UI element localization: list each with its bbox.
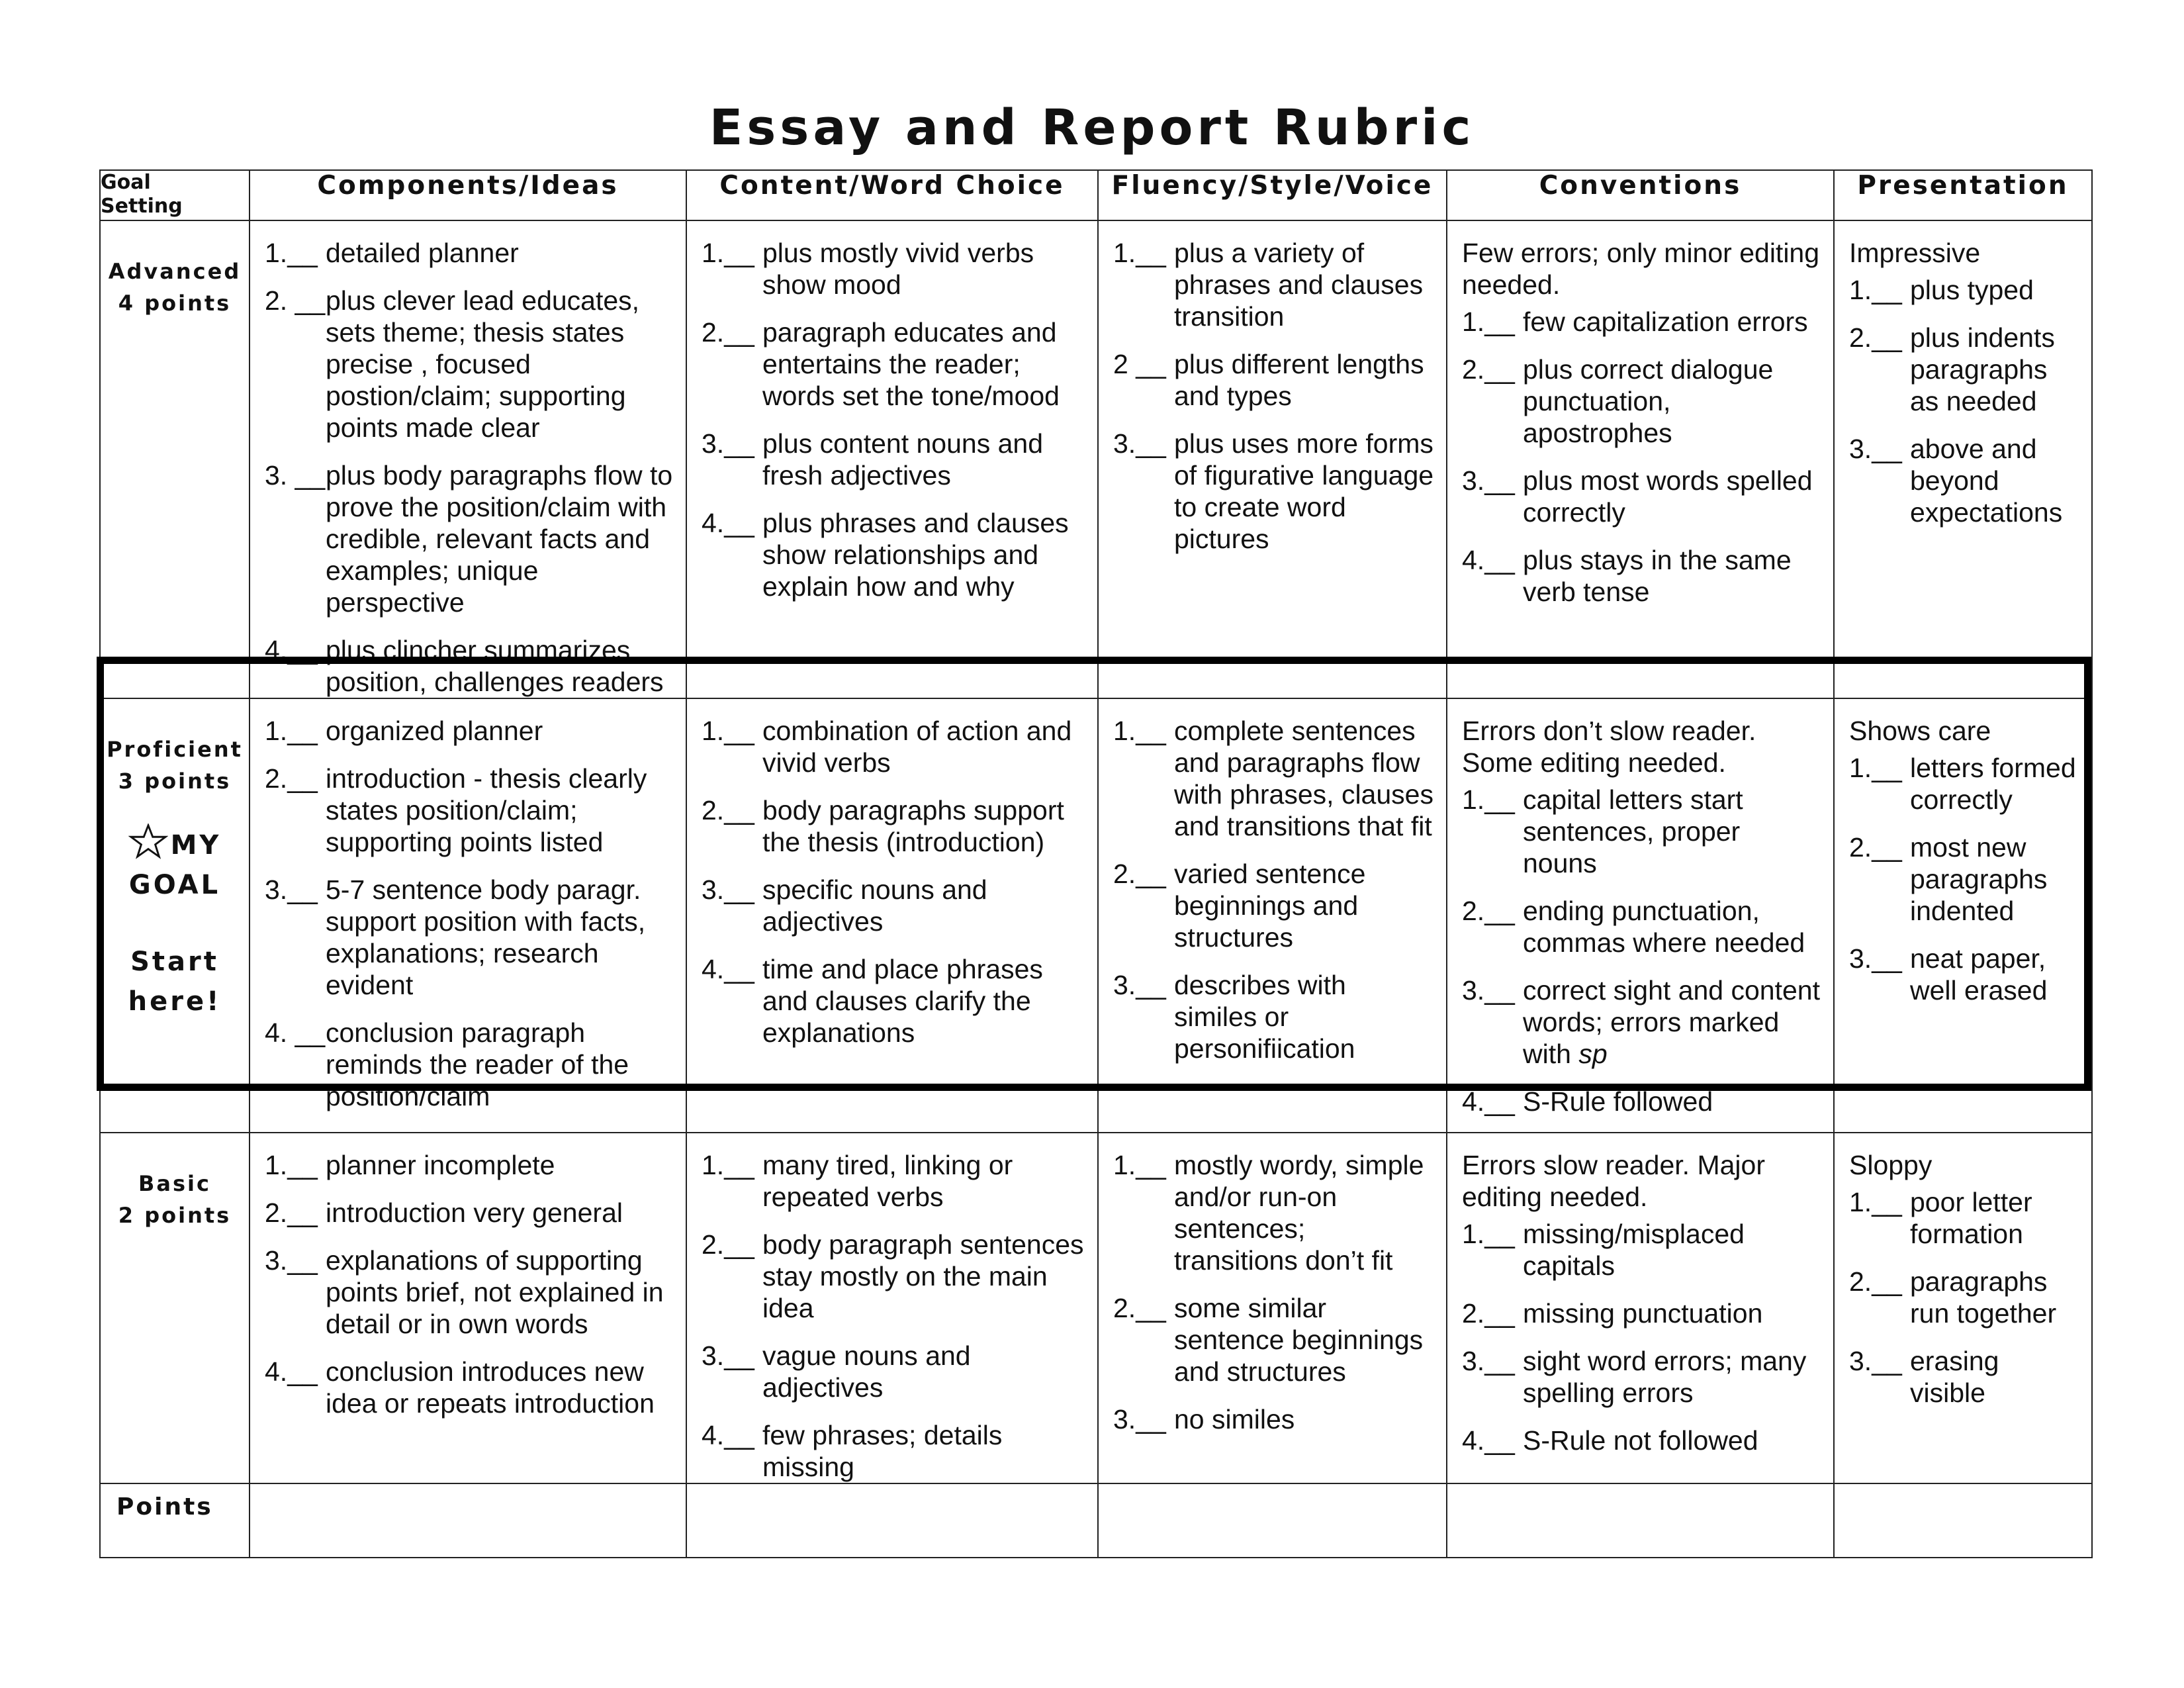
start-text-line2: here! bbox=[128, 986, 222, 1017]
rubric-item bbox=[702, 507, 1085, 602]
proficient-presentation-cell bbox=[1834, 698, 2092, 1133]
proficient-content-cell bbox=[686, 698, 1098, 1133]
item-text: plus clincher summarizes position, challenges readers bbox=[326, 635, 664, 697]
item-text: combination of action and vivid verbs bbox=[762, 716, 1072, 778]
item-checkbox-blank: 2.__ bbox=[265, 1197, 318, 1228]
rubric-item bbox=[265, 1356, 674, 1419]
rubric-item bbox=[1849, 1266, 2079, 1329]
rubric-item bbox=[1849, 433, 2079, 528]
item-checkbox-blank: 2.__ bbox=[1849, 322, 1902, 353]
item-checkbox-blank: 2.__ bbox=[1113, 859, 1166, 889]
advanced-label-cell bbox=[100, 220, 250, 698]
rubric-item bbox=[702, 237, 1085, 301]
rubric-item bbox=[1462, 1086, 1821, 1117]
rubric-item bbox=[1462, 465, 1821, 528]
rubric-item bbox=[265, 874, 674, 1001]
points-conventions-input[interactable] bbox=[1447, 1483, 1834, 1558]
row-level: Basic bbox=[138, 1171, 211, 1196]
cell-intro: Few errors; only minor editing needed. bbox=[1462, 238, 1820, 300]
advanced-content-cell bbox=[686, 220, 1098, 698]
advanced-presentation-cell bbox=[1834, 220, 2092, 698]
item-checkbox-blank: 3.__ bbox=[1462, 465, 1515, 496]
item-text: body paragraph sentences stay mostly on the main idea bbox=[762, 1229, 1084, 1323]
item-checkbox-blank: 2. __ bbox=[265, 285, 326, 316]
item-text: plus most words spelled correctly bbox=[1523, 465, 1813, 528]
cell-intro: Shows care bbox=[1849, 716, 1991, 746]
item-text: organized planner bbox=[326, 716, 543, 746]
item-text: S-Rule followed bbox=[1523, 1086, 1713, 1117]
row-level: Proficient bbox=[107, 737, 243, 762]
item-checkbox-blank: 1.__ bbox=[702, 1150, 754, 1180]
item-text: correct sight and content words; errors marked with sp bbox=[1523, 975, 1820, 1069]
item-checkbox-blank: 1.__ bbox=[265, 716, 318, 746]
item-text: specific nouns and adjectives bbox=[762, 874, 987, 937]
item-text: sight word errors; many spelling errors bbox=[1523, 1346, 1807, 1408]
item-text: complete sentences and paragraphs flow with phrases, clauses and transitions that fit bbox=[1174, 716, 1433, 841]
rubric-item bbox=[1849, 943, 2079, 1006]
item-checkbox-blank: 4.__ bbox=[702, 954, 754, 984]
spelling-mark: sp bbox=[1570, 1039, 1608, 1069]
item-checkbox-blank: 3.__ bbox=[1113, 1404, 1166, 1434]
rubric-item bbox=[702, 1419, 1085, 1483]
item-text: plus indents paragraphs as needed bbox=[1910, 322, 2055, 416]
item-checkbox-blank: 3.__ bbox=[265, 1245, 318, 1276]
item-text: describes with similes or personifiication bbox=[1174, 970, 1355, 1064]
basic-label-cell bbox=[100, 1133, 250, 1483]
rubric-item bbox=[1113, 1149, 1434, 1276]
cell-intro: Sloppy bbox=[1849, 1150, 1933, 1180]
rubric-item bbox=[702, 1340, 1085, 1403]
item-text: plus phrases and clauses show relationships and explain how and why bbox=[762, 508, 1069, 602]
item-checkbox-blank: 1.__ bbox=[1849, 275, 1902, 305]
item-checkbox-blank: 3.__ bbox=[702, 428, 754, 459]
rubric-item bbox=[1113, 428, 1434, 555]
rubric-item bbox=[1113, 1292, 1434, 1387]
proficient-conventions-cell bbox=[1447, 698, 1834, 1133]
item-text: time and place phrases and clauses clarify the explanations bbox=[762, 954, 1043, 1048]
item-text: plus different lengths and types bbox=[1174, 349, 1424, 411]
rubric-item bbox=[702, 1229, 1085, 1324]
row-points: 3 points bbox=[118, 769, 232, 794]
item-text: poor letter formation bbox=[1910, 1187, 2032, 1249]
item-text: few phrases; details missing bbox=[762, 1420, 1003, 1482]
column-header-content: Content/Word Choice bbox=[686, 170, 1098, 220]
cell-intro: Errors don’t slow reader. Some editing needed. bbox=[1462, 716, 1756, 778]
item-text: mostly wordy, simple and/or run-on sentences; transitions don’t fit bbox=[1174, 1150, 1424, 1276]
basic-components-cell bbox=[250, 1133, 686, 1483]
item-checkbox-blank: 4.__ bbox=[1462, 1086, 1515, 1117]
basic-presentation-cell bbox=[1834, 1133, 2092, 1483]
rubric-item bbox=[702, 316, 1085, 412]
advanced-row bbox=[100, 220, 2092, 698]
points-fluency-input[interactable] bbox=[1098, 1483, 1447, 1558]
column-header-fluency: Fluency/Style/Voice bbox=[1098, 170, 1447, 220]
item-checkbox-blank: 3.__ bbox=[1113, 970, 1166, 1000]
rubric-item bbox=[1462, 784, 1821, 879]
points-label: Points bbox=[100, 1483, 250, 1558]
item-text: most new paragraphs indented bbox=[1910, 832, 2048, 926]
item-checkbox-blank: 3. __ bbox=[265, 460, 326, 491]
rubric-item bbox=[1462, 1218, 1821, 1282]
rubric-item bbox=[265, 459, 674, 618]
rubric-item bbox=[265, 237, 674, 269]
item-checkbox-blank: 3.__ bbox=[1849, 943, 1902, 974]
row-level: Advanced bbox=[108, 259, 242, 284]
goal-header-line1: Goal bbox=[101, 171, 151, 194]
proficient-components-cell bbox=[250, 698, 686, 1133]
basic-conventions-cell bbox=[1447, 1133, 1834, 1483]
basic-fluency-cell bbox=[1098, 1133, 1447, 1483]
item-text: plus clever lead educates, sets theme; thesis states precise , focused postion/claim; supporting points made clear bbox=[326, 285, 640, 443]
rubric-item bbox=[1113, 715, 1434, 842]
row-points: 4 points bbox=[118, 291, 232, 316]
item-text: 5-7 sentence body paragr. support position with facts, explanations; research evident bbox=[326, 874, 646, 1000]
points-presentation-input[interactable] bbox=[1834, 1483, 2092, 1558]
item-text: neat paper, well erased bbox=[1910, 943, 2048, 1006]
proficient-label-cell bbox=[100, 698, 250, 1133]
rubric-item bbox=[265, 1017, 674, 1112]
advanced-conventions-cell bbox=[1447, 220, 1834, 698]
item-text: plus mostly vivid verbs show mood bbox=[762, 238, 1034, 300]
item-checkbox-blank: 1.__ bbox=[1462, 306, 1515, 337]
rubric-item bbox=[1849, 322, 2079, 417]
page-title: Essay and Report Rubric bbox=[709, 99, 1475, 156]
points-row bbox=[100, 1483, 2092, 1558]
item-text: no similes bbox=[1174, 1404, 1295, 1434]
rubric-item bbox=[265, 1197, 674, 1229]
rubric-item bbox=[265, 715, 674, 747]
rubric-item bbox=[1462, 1425, 1821, 1456]
rubric-item bbox=[1462, 544, 1821, 608]
proficient-fluency-cell bbox=[1098, 698, 1447, 1133]
item-checkbox-blank: 1.__ bbox=[1113, 238, 1166, 268]
column-header-conventions: Conventions bbox=[1447, 170, 1834, 220]
points-content-input[interactable] bbox=[686, 1483, 1098, 1558]
rubric-item bbox=[1849, 752, 2079, 816]
item-text: few capitalization errors bbox=[1523, 306, 1808, 337]
item-checkbox-blank: 1.__ bbox=[265, 1150, 318, 1180]
goal-setting-header bbox=[100, 170, 250, 220]
rubric-item bbox=[1113, 237, 1434, 332]
item-text: capital letters start sentences, proper nouns bbox=[1523, 784, 1743, 878]
proficient-row bbox=[100, 698, 2092, 1133]
item-checkbox-blank: 1.__ bbox=[1849, 1187, 1902, 1217]
item-text: paragraphs run together bbox=[1910, 1266, 2057, 1329]
rubric-item bbox=[1113, 1403, 1434, 1435]
item-checkbox-blank: 3.__ bbox=[702, 874, 754, 905]
item-checkbox-blank: 1.__ bbox=[1113, 716, 1166, 746]
item-text: varied sentence beginnings and structures bbox=[1174, 859, 1366, 953]
rubric-item bbox=[1849, 831, 2079, 927]
item-checkbox-blank: 2.__ bbox=[702, 795, 754, 825]
item-checkbox-blank: 2.__ bbox=[1849, 1266, 1902, 1297]
column-header-presentation: Presentation bbox=[1834, 170, 2092, 220]
item-checkbox-blank: 1.__ bbox=[702, 716, 754, 746]
item-text: plus content nouns and fresh adjectives bbox=[762, 428, 1043, 491]
item-checkbox-blank: 2.__ bbox=[1462, 896, 1515, 926]
rubric-item bbox=[1462, 974, 1821, 1070]
rubric-item bbox=[265, 634, 674, 698]
item-text: conclusion introduces new idea or repeats introduction bbox=[326, 1356, 655, 1419]
rubric-item bbox=[1462, 895, 1821, 959]
rubric-table bbox=[99, 169, 2093, 1558]
column-header-components: Components/Ideas bbox=[250, 170, 686, 220]
rubric-item bbox=[265, 285, 674, 444]
item-checkbox-blank: 1.__ bbox=[1462, 1219, 1515, 1249]
item-text: planner incomplete bbox=[326, 1150, 555, 1180]
item-checkbox-blank: 3.__ bbox=[1462, 975, 1515, 1006]
item-text: plus a variety of phrases and clauses transition bbox=[1174, 238, 1424, 332]
rubric-item bbox=[1113, 348, 1434, 412]
item-checkbox-blank: 3.__ bbox=[1462, 1346, 1515, 1376]
rubric-item bbox=[265, 1244, 674, 1340]
item-checkbox-blank: 4. __ bbox=[265, 1017, 326, 1048]
item-checkbox-blank: 4.__ bbox=[265, 635, 318, 665]
item-text: ending punctuation, commas where needed bbox=[1523, 896, 1805, 958]
goal-text-line1: MY bbox=[170, 830, 222, 861]
header-row bbox=[100, 170, 2092, 220]
rubric-item bbox=[702, 794, 1085, 858]
rubric-item bbox=[702, 874, 1085, 937]
item-checkbox-blank: 3.__ bbox=[1849, 434, 1902, 464]
item-text: missing/misplaced capitals bbox=[1523, 1219, 1745, 1281]
item-text: plus stays in the same verb tense bbox=[1523, 545, 1792, 607]
rubric-item bbox=[1462, 1345, 1821, 1409]
cell-intro: Impressive bbox=[1849, 238, 1981, 268]
rubric-item bbox=[1849, 1345, 2079, 1409]
basic-row bbox=[100, 1133, 2092, 1483]
rubric-item bbox=[1849, 1186, 2079, 1250]
row-points: 2 points bbox=[118, 1203, 232, 1228]
item-checkbox-blank: 2.__ bbox=[265, 763, 318, 794]
rubric-item bbox=[265, 763, 674, 858]
star-icon bbox=[128, 823, 168, 859]
rubric-item bbox=[265, 1149, 674, 1181]
cell-intro: Errors slow reader. Major editing needed. bbox=[1462, 1150, 1765, 1212]
item-checkbox-blank: 2.__ bbox=[1462, 1298, 1515, 1329]
item-text: body paragraphs support the thesis (introduction) bbox=[762, 795, 1064, 857]
item-text: paragraph educates and entertains the reader; words set the tone/mood bbox=[762, 317, 1060, 411]
rubric-item bbox=[702, 715, 1085, 778]
item-checkbox-blank: 3.__ bbox=[1113, 428, 1166, 459]
item-text: conclusion paragraph reminds the reader of the position/claim bbox=[326, 1017, 629, 1111]
item-text: vague nouns and adjectives bbox=[762, 1340, 971, 1403]
advanced-components-cell bbox=[250, 220, 686, 698]
item-checkbox-blank: 1.__ bbox=[1462, 784, 1515, 815]
item-checkbox-blank: 2 __ bbox=[1113, 349, 1166, 379]
my-goal-marker bbox=[101, 823, 249, 1021]
item-checkbox-blank: 4.__ bbox=[1462, 1425, 1515, 1456]
rubric-item bbox=[1462, 1297, 1821, 1329]
points-components-input[interactable] bbox=[250, 1483, 686, 1558]
item-checkbox-blank: 2.__ bbox=[702, 1229, 754, 1260]
item-checkbox-blank: 4.__ bbox=[1462, 545, 1515, 575]
item-text: detailed planner bbox=[326, 238, 519, 268]
item-text: missing punctuation bbox=[1523, 1298, 1763, 1329]
item-text: plus body paragraphs flow to prove the position/claim with credible, relevant facts and examples; unique perspective bbox=[326, 460, 673, 618]
item-text: plus correct dialogue punctuation, apostrophes bbox=[1523, 354, 1774, 448]
start-text-line1: Start bbox=[130, 947, 219, 977]
item-checkbox-blank: 4.__ bbox=[702, 1420, 754, 1450]
rubric-item bbox=[1462, 306, 1821, 338]
goal-text-line2: GOAL bbox=[128, 870, 221, 900]
item-text: plus uses more forms of figurative language to create word pictures bbox=[1174, 428, 1434, 554]
item-text: letters formed correctly bbox=[1910, 753, 2076, 815]
item-text: plus typed bbox=[1910, 275, 2034, 305]
item-checkbox-blank: 1.__ bbox=[265, 238, 318, 268]
item-checkbox-blank: 1.__ bbox=[1113, 1150, 1166, 1180]
rubric-item bbox=[1113, 969, 1434, 1064]
advanced-fluency-cell bbox=[1098, 220, 1447, 698]
item-text: erasing visible bbox=[1910, 1346, 1999, 1408]
basic-content-cell bbox=[686, 1133, 1098, 1483]
rubric-item bbox=[702, 428, 1085, 491]
item-checkbox-blank: 4.__ bbox=[702, 508, 754, 538]
rubric-item bbox=[702, 953, 1085, 1049]
item-text: some similar sentence beginnings and structures bbox=[1174, 1293, 1424, 1387]
rubric-item bbox=[1849, 274, 2079, 306]
rubric-item bbox=[1462, 353, 1821, 449]
item-text: S-Rule not followed bbox=[1523, 1425, 1758, 1456]
goal-header-line2: Setting bbox=[101, 195, 183, 218]
item-checkbox-blank: 2.__ bbox=[1849, 832, 1902, 863]
item-checkbox-blank: 3.__ bbox=[1849, 1346, 1902, 1376]
item-checkbox-blank: 1.__ bbox=[1849, 753, 1902, 783]
item-checkbox-blank: 2.__ bbox=[1113, 1293, 1166, 1323]
item-checkbox-blank: 2.__ bbox=[702, 317, 754, 348]
item-text: many tired, linking or repeated verbs bbox=[762, 1150, 1013, 1212]
item-text: explanations of supporting points brief, not explained in detail or in own words bbox=[326, 1245, 664, 1339]
item-checkbox-blank: 3.__ bbox=[702, 1340, 754, 1371]
item-text: introduction very general bbox=[326, 1197, 623, 1228]
item-text: introduction - thesis clearly states position/claim; supporting points listed bbox=[326, 763, 647, 857]
rubric-item bbox=[1113, 858, 1434, 953]
item-checkbox-blank: 3.__ bbox=[265, 874, 318, 905]
item-checkbox-blank: 1.__ bbox=[702, 238, 754, 268]
item-checkbox-blank: 2.__ bbox=[1462, 354, 1515, 385]
item-text: above and beyond expectations bbox=[1910, 434, 2063, 528]
rubric-item bbox=[702, 1149, 1085, 1213]
item-checkbox-blank: 4.__ bbox=[265, 1356, 318, 1387]
